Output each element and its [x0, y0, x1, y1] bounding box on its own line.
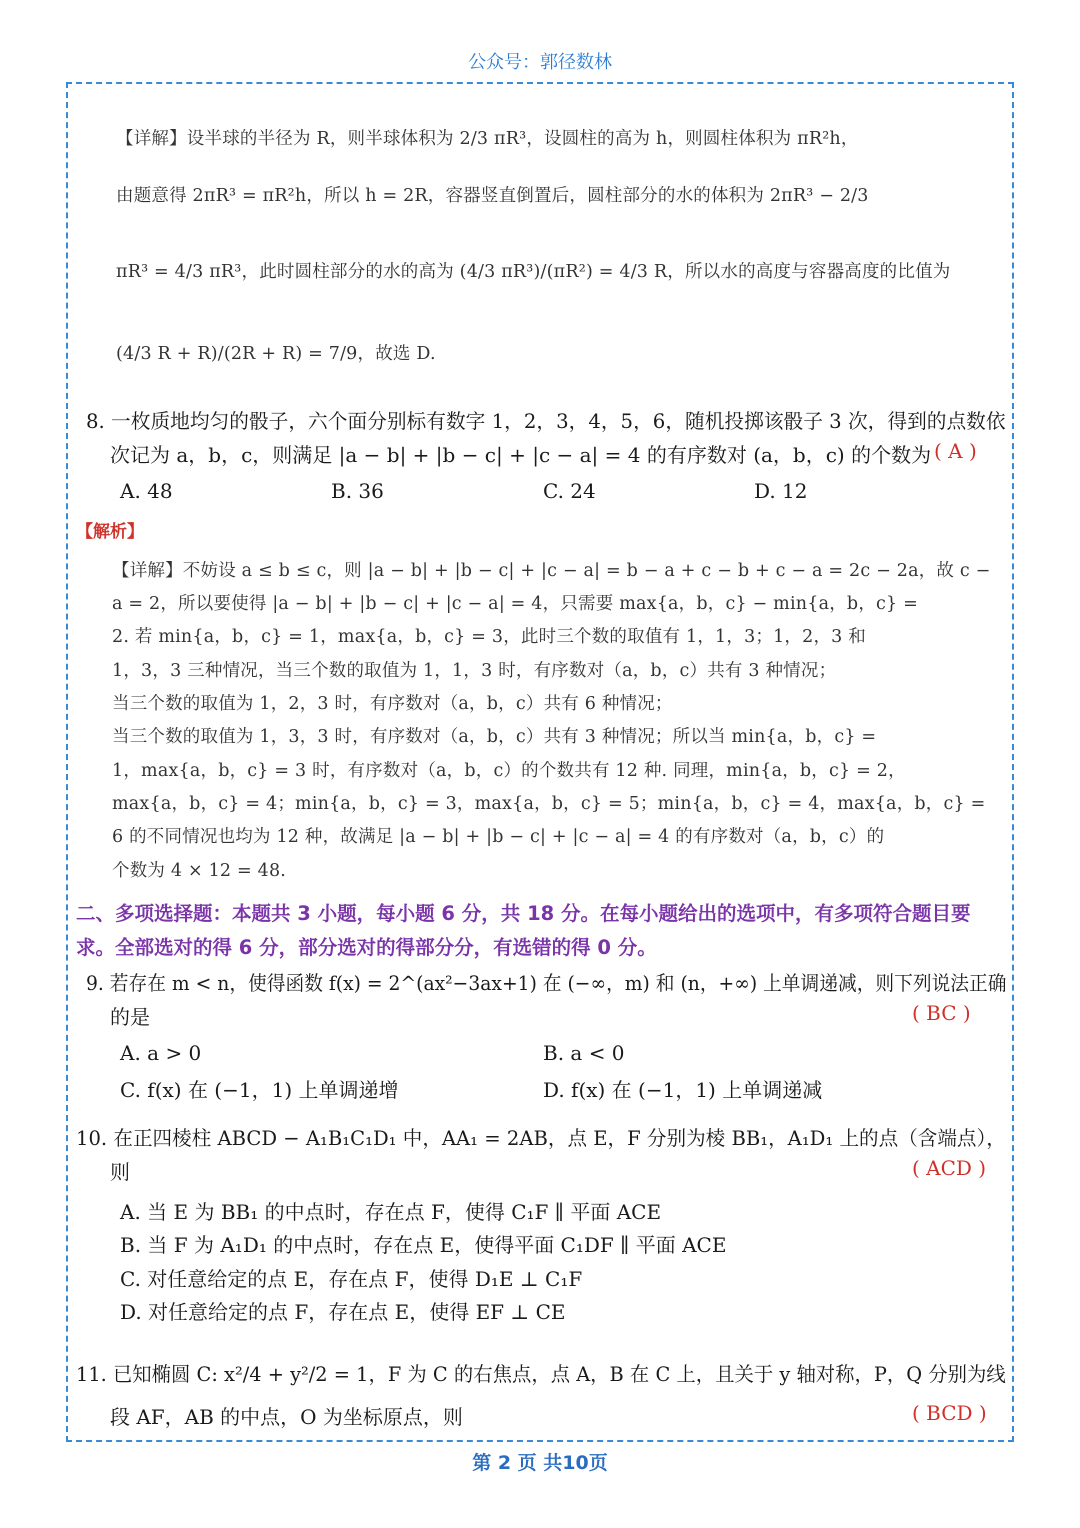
question8-option-d: D. 12 [754, 479, 808, 503]
solution8-line: 当三个数的取值为 1，2，3 时，有序数对（a，b，c）共有 6 种情况； [112, 694, 673, 714]
section2-heading-line2: 求。全部选对的得 6 分，部分选对的得部分分，有选错的得 0 分。 [76, 936, 657, 959]
question10-option-a: A. 当 E 为 BB₁ 的中点时，存在点 F，使得 C₁F ∥ 平面 ACE [120, 1200, 662, 1224]
solution8-line: a = 2，所以要使得 |a − b| + |b − c| + |c − a| = 4，只需要 max{a，b，c} − min{a，b，c} = [112, 594, 918, 614]
question10-line1: 10. 在正四棱柱 ABCD − A₁B₁C₁D₁ 中，AA₁ = 2AB，点 E，F 分别为棱 BB₁，A₁D₁ 上的点（含端点）， [76, 1126, 1006, 1150]
question8-line2: 次记为 a，b，c，则满足 |a − b| + |b − c| + |c − a| = 4 的有序数对 (a，b，c) 的个数为 [110, 443, 932, 467]
question8-option-a: A. 48 [120, 479, 173, 503]
section2-heading-line1: 二、多项选择题：本题共 3 小题，每小题 6 分，共 18 分。在每小题给出的选项中，有多项符合题目要 [76, 902, 971, 925]
question10-answer: ( ACD ) [912, 1156, 987, 1180]
question10-option-c: C. 对任意给定的点 E，存在点 F，使得 D₁E ⊥ C₁F [120, 1267, 583, 1291]
solution8-line: 个数为 4 × 12 = 48. [112, 861, 287, 881]
question8-option-c: C. 24 [543, 479, 596, 503]
question9-option-d: D. f(x) 在 (−1，1) 上单调递减 [543, 1078, 823, 1102]
page-footer: 第 2 页 共10页 [472, 1452, 608, 1474]
question9-line2: 的是 [110, 1005, 150, 1029]
solution8-line: 【详解】不妨设 a ≤ b ≤ c，则 |a − b| + |b − c| + |c − a| = b − a + c − b + c − a = 2c − 2a，故 c − [112, 561, 991, 581]
solution7-line1: 【详解】设半球的半径为 R，则半球体积为 2/3 πR³，设圆柱的高为 h，则圆柱体积为 πR²h， [116, 129, 859, 149]
solution8-line: max{a，b，c} = 4；min{a，b，c} = 3，max{a，b，c} = 5；min{a，b，c} = 4，max{a，b，c} = [112, 794, 986, 814]
question10-line2: 则 [110, 1160, 130, 1184]
solution7-line4: (4/3 R + R)/(2R + R) = 7/9，故选 D. [116, 344, 436, 364]
question9-answer: ( BC ) [912, 1001, 971, 1025]
question8-line1: 8. 一枚质地均匀的骰子，六个面分别标有数字 1，2，3，4，5，6，随机投掷该骰子 3 次，得到的点数依 [86, 409, 1006, 433]
question10-option-b: B. 当 F 为 A₁D₁ 的中点时，存在点 E，使得平面 C₁DF ∥ 平面 ACE [120, 1233, 727, 1257]
solution7-line2: 由题意得 2πR³ = πR²h，所以 h = 2R，容器竖直倒置后，圆柱部分的水的体积为 2πR³ − 2/3 [116, 186, 869, 206]
question11-line2: 段 AF，AB 的中点，O 为坐标原点，则 [110, 1405, 463, 1429]
solution8-line: 6 的不同情况也均为 12 种，故满足 |a − b| + |b − c| + |c − a| = 4 的有序数对（a，b，c）的 [112, 827, 885, 847]
solution7-line3: πR³ = 4/3 πR³，此时圆柱部分的水的高为 (4/3 πR³)/(πR²) = 4/3 R，所以水的高度与容器高度的比值为 [116, 262, 951, 282]
solution8-line: 当三个数的取值为 1，3，3 时，有序数对（a，b，c）共有 3 种情况；所以当 min{a，b，c} = [112, 727, 877, 747]
question9-option-c: C. f(x) 在 (−1，1) 上单调递增 [120, 1078, 399, 1102]
solution8-line: 1，max{a，b，c} = 3 时，有序数对（a，b，c）的个数共有 12 种. 同理，min{a，b，c} = 2， [112, 761, 906, 781]
solution8-line: 1，3，3 三种情况，当三个数的取值为 1，1，3 时，有序数对（a，b，c）共有 3 种情况； [112, 661, 837, 681]
question8-option-b: B. 36 [331, 479, 384, 503]
page-header: 公众号：郭径数林 [468, 52, 612, 73]
question10-option-d: D. 对任意给定的点 F，存在点 E，使得 EF ⊥ CE [120, 1300, 566, 1324]
question9-line1: 9. 若存在 m < n，使得函数 f(x) = 2^(ax²−3ax+1) 在 (−∞，m) 和 (n，+∞) 上单调递减，则下列说法正确 [86, 971, 1007, 995]
question8-answer: ( A ) [934, 439, 977, 463]
question11-line1: 11. 已知椭圆 C: x²/4 + y²/2 = 1，F 为 C 的右焦点，点 A，B 在 C 上，且关于 y 轴对称，P，Q 分别为线 [76, 1362, 1006, 1386]
analysis-tag: 【解析】 [76, 522, 144, 542]
solution8-line: 2. 若 min{a，b，c} = 1，max{a，b，c} = 3，此时三个数的取值有 1，1，3；1，2，3 和 [112, 627, 866, 647]
question9-option-b: B. a < 0 [543, 1041, 625, 1065]
question9-option-a: A. a > 0 [120, 1041, 202, 1065]
question11-answer: ( BCD ) [912, 1401, 987, 1425]
